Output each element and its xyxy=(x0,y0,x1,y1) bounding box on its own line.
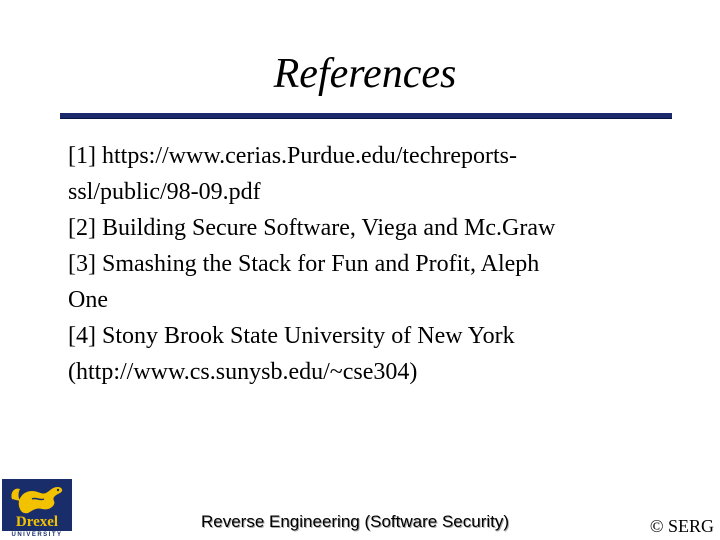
drexel-logo xyxy=(2,479,72,539)
reference-item xyxy=(68,210,668,246)
footer-copyright: © SERG xyxy=(649,516,714,536)
slide-title: References xyxy=(273,51,457,97)
reference-line: (http://www.cs.sunysb.edu/~cse304) xyxy=(68,359,418,385)
footer-course-title: Reverse Engineering (Software Security) xyxy=(200,512,510,531)
reference-line: [1] https://www.cerias.Purdue.edu/techreports- xyxy=(68,143,517,169)
dragon-icon xyxy=(2,479,72,517)
logo-wordmark: Drexel xyxy=(15,514,59,530)
reference-line: [3] Smashing the Stack for Fun and Profit, Aleph xyxy=(68,251,540,277)
reference-list xyxy=(68,138,668,390)
reference-item xyxy=(68,138,668,210)
title-divider xyxy=(60,113,672,119)
reference-line: ssl/public/98-09.pdf xyxy=(68,179,261,205)
reference-line: [4] Stony Brook State University of New York xyxy=(68,323,515,349)
logo-subtext: UNIVERSITY xyxy=(2,531,72,539)
reference-item xyxy=(68,246,668,318)
reference-line: [2] Building Secure Software, Viega and Mc.Graw xyxy=(68,215,556,241)
reference-line: One xyxy=(68,287,108,313)
reference-item xyxy=(68,318,668,390)
